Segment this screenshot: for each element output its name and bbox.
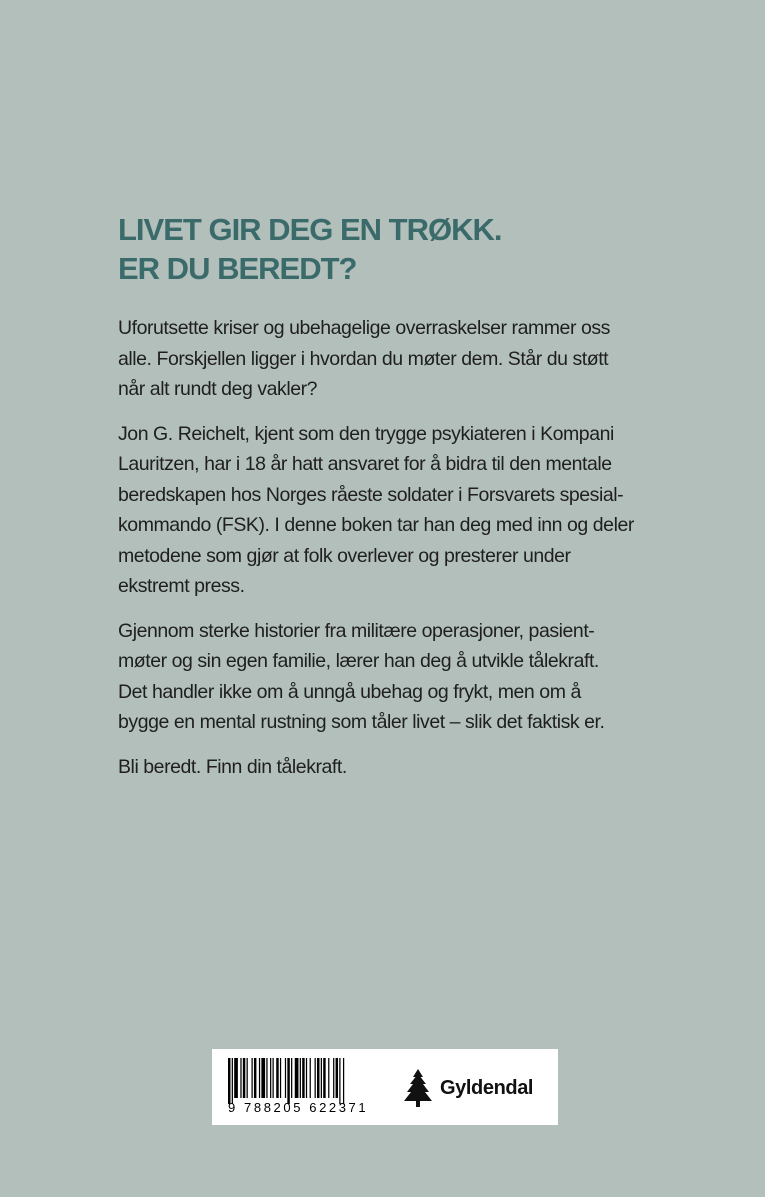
publisher-logo (402, 1067, 533, 1109)
barcode-bar (310, 1058, 311, 1098)
barcode-bar (259, 1058, 260, 1098)
barcode-bar (285, 1058, 286, 1098)
text-line: Bli beredt. Finn din tålekraft. (118, 755, 347, 778)
barcode-bar (328, 1058, 329, 1098)
text-line: Jon G. Reichelt, kjent som den trygge psykiateren i Kompani (118, 422, 614, 445)
blurb (118, 313, 658, 796)
tree-icon (402, 1068, 434, 1108)
barcode-bar (261, 1058, 265, 1098)
text-line: ekstremt press. (118, 575, 245, 597)
text-line: Lauritzen, har i 18 år hatt ansvaret for å bidra til den mentale (118, 453, 612, 475)
barcode-bar (232, 1058, 233, 1104)
text-line: møter og sin egen familie, lærer han deg å utvikle tålekraft. (118, 650, 599, 672)
blurb-paragraph-1 (118, 313, 658, 405)
barcode-bar (339, 1058, 340, 1104)
text-line: alle. Forskjellen ligger i hvordan du møter dem. Står du støtt (118, 347, 609, 370)
headline-line-2: ER DU BEREDT? (118, 251, 357, 286)
barcode-bar (243, 1058, 245, 1098)
barcode-bar (321, 1058, 322, 1098)
barcode-bar (295, 1058, 299, 1098)
headline-line-1: LIVET GIR DEG EN TRØKK. (118, 212, 502, 247)
barcode-bar (317, 1058, 319, 1098)
barcode-bar (234, 1058, 238, 1098)
barcode-bar (240, 1058, 241, 1098)
barcode-panel (212, 1049, 558, 1125)
barcode-bar (306, 1058, 307, 1098)
text-line: beredskapen hos Norges råeste soldater i Forsvarets spesial- (118, 483, 624, 506)
barcode-bar (287, 1058, 289, 1104)
text-line: Uforutsette kriser og ubehagelige overraskelser rammer oss (118, 317, 610, 339)
headline (118, 210, 678, 288)
barcode-bar (273, 1058, 274, 1098)
barcode-bar (247, 1058, 248, 1098)
blurb-paragraph-3 (118, 616, 658, 738)
text-line: bygge en mental rustning som tåler livet – slik det faktisk er. (118, 711, 605, 733)
barcode-bar (343, 1058, 344, 1104)
barcode-bar (251, 1058, 252, 1098)
barcode-bar (266, 1058, 267, 1098)
isbn-number: 9 788205 622371 (228, 1100, 369, 1115)
barcode-bar (300, 1058, 301, 1098)
barcode-bar (276, 1058, 278, 1098)
barcode-bar (228, 1058, 230, 1104)
barcode-bar (280, 1058, 281, 1098)
text-line: Det handler ikke om å unngå ubehag og frykt, men om å (118, 680, 581, 703)
text-line: Gjennom sterke historier fra militære operasjoner, pasient- (118, 619, 595, 642)
barcode-bar (291, 1058, 292, 1098)
barcode-bar (302, 1058, 304, 1098)
text-line: når alt rundt deg vakler? (118, 378, 318, 400)
barcode-bar (254, 1058, 256, 1098)
blurb-paragraph-4 (118, 752, 658, 783)
barcode-bar (336, 1058, 338, 1098)
barcode-bar (333, 1058, 334, 1098)
barcode-bar (315, 1058, 316, 1098)
blurb-paragraph-2 (118, 419, 658, 602)
barcode (228, 1058, 398, 1106)
text-line: metodene som gjør at folk overlever og presterer under (118, 544, 571, 567)
text-line: kommando (FSK). I denne boken tar han deg med inn og deler (118, 514, 634, 536)
barcode-bar (270, 1058, 271, 1098)
barcode-bar (323, 1058, 325, 1098)
publisher-name: Gyldendal (440, 1076, 534, 1099)
